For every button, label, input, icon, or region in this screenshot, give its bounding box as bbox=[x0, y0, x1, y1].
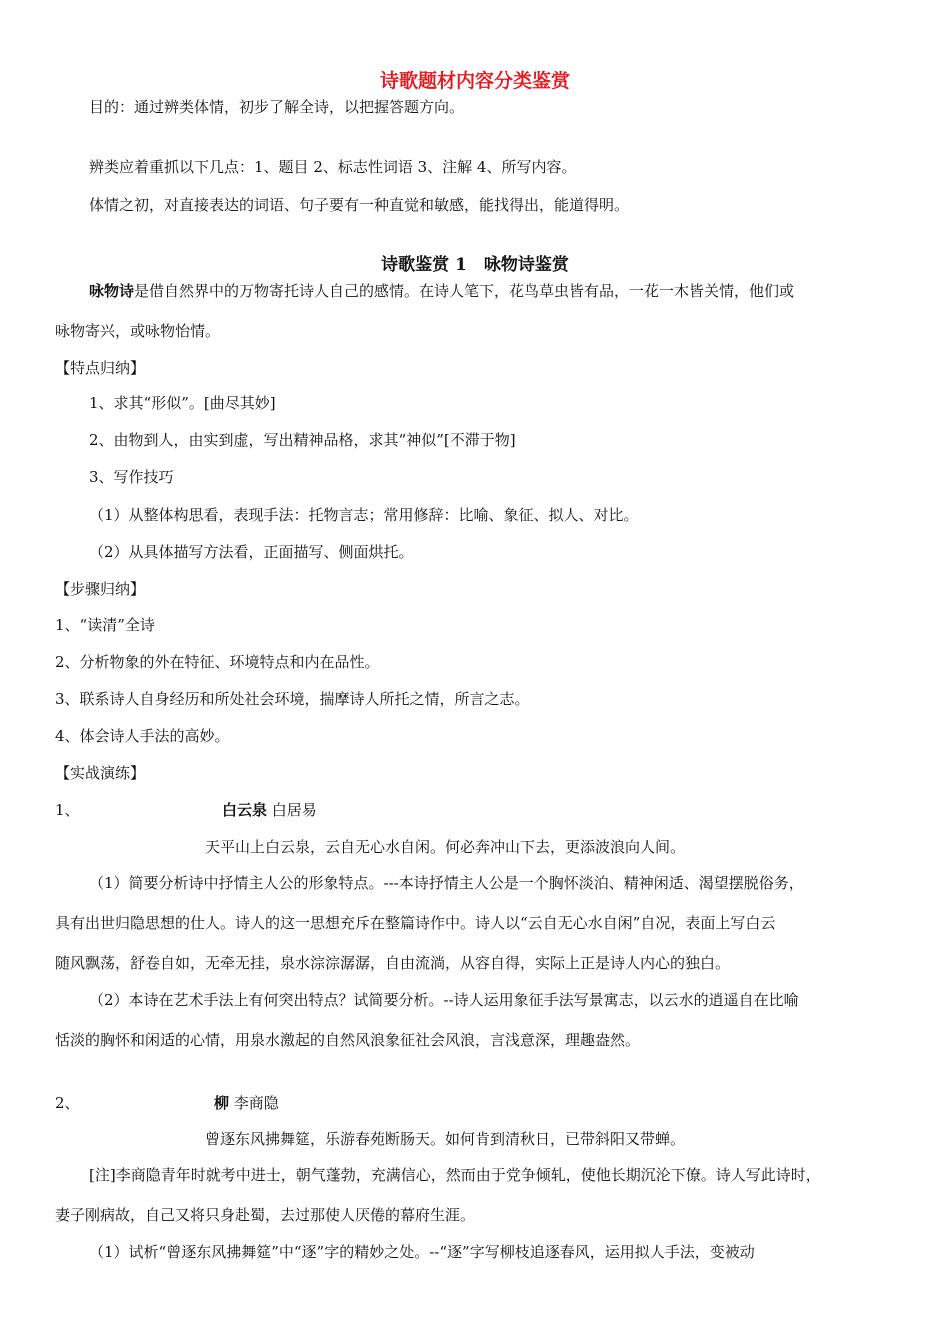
document-title: 诗歌题材内容分类鉴赏 bbox=[379, 70, 570, 92]
poem-author: 白居易 bbox=[267, 801, 317, 819]
definition-line-2: 咏物寄兴，或咏物怡情。 bbox=[55, 322, 221, 340]
feeling-text: 体情之初，对直接表达的词语、句子要有一种直觉和敏感，能找得出，能道得明。 bbox=[89, 196, 630, 214]
definition-term: 咏物诗 bbox=[89, 282, 135, 300]
poem-number: 2、 bbox=[55, 1094, 80, 1112]
practice-heading: 【实战演练】 bbox=[55, 764, 146, 782]
question-line: （1）试析“曾逐东风拂舞筵”中“逐”字的精妙之处。--“逐”字写柳枝追逐春风，运用拟人手法，变被动 bbox=[89, 1243, 755, 1261]
step-item: 3、联系诗人自身经历和所处社会环境，揣摩诗人所托之情，所言之志。 bbox=[55, 690, 530, 708]
question-line: 恬淡的胸怀和闲适的心情，用泉水激起的自然风浪象征社会风浪，言浅意深，理趣盎然。 bbox=[55, 1031, 641, 1049]
poem-title-line bbox=[222, 800, 317, 820]
trait-item: 1、求其“形似”。[曲尽其妙] bbox=[89, 394, 276, 412]
points-text: 辨类应着重抓以下几点：1、题目 2、标志性词语 3、注解 4、所写内容。 bbox=[89, 158, 577, 176]
question-line: （2）本诗在艺术手法上有何突出特点？试简要分析。--诗人运用象征手法写景寓志，以云水的逍遥自在比喻 bbox=[89, 991, 799, 1009]
section-heading: 诗歌鉴赏 1 咏物诗鉴赏 bbox=[381, 255, 569, 275]
trait-item: 3、写作技巧 bbox=[89, 468, 174, 486]
steps-heading: 【步骤归纳】 bbox=[55, 580, 146, 598]
traits-heading: 【特点归纳】 bbox=[55, 359, 146, 377]
question-line: （1）简要分析诗中抒情主人公的形象特点。---本诗抒情主人公是一个胸怀淡泊、精神闲适、渴望摆脱俗务， bbox=[89, 874, 804, 892]
poem-author: 李商隐 bbox=[229, 1094, 279, 1112]
definition-text: 是借自然界中的万物寄托诗人自己的感情。在诗人笔下，花鸟草虫皆有品，一花一木皆关情，他们或 bbox=[134, 282, 795, 300]
note-line: 妻子刚病故，自己又将只身赴蜀，去过那使人厌倦的幕府生涯。 bbox=[55, 1206, 476, 1224]
poem-verse: 天平山上白云泉，云自无心水自闲。何必奔冲山下去，更添波浪向人间。 bbox=[205, 838, 686, 856]
trait-item: （2）从具体描写方法看，正面描写、侧面烘托。 bbox=[89, 543, 414, 561]
poem-number: 1、 bbox=[55, 801, 80, 819]
question-line: 具有出世归隐思想的仕人。诗人的这一思想充斥在整篇诗作中。诗人以“云自无心水自闲”自况，表面上写白云 bbox=[55, 914, 776, 932]
poem-title: 柳 bbox=[214, 1094, 230, 1112]
poem-verse: 曾逐东风拂舞筵，乐游春苑断肠天。如何肯到清秋日，已带斜阳又带蝉。 bbox=[205, 1130, 686, 1148]
step-item: 2、分析物象的外在特征、环境特点和内在品性。 bbox=[55, 653, 380, 671]
step-item: 1、“读清”全诗 bbox=[55, 616, 155, 634]
question-line: 随风飘荡，舒卷自如，无牵无挂，泉水淙淙潺潺，自由流淌，从容自得，实际上正是诗人内心的独白。 bbox=[55, 954, 731, 972]
poem-title: 白云泉 bbox=[222, 801, 268, 819]
poem-title-line bbox=[214, 1093, 279, 1113]
note-line: [注]李商隐青年时就考中进士，朝气蓬勃，充满信心，然而由于党争倾轧，使他长期沉沦下僚。诗人写此诗时， bbox=[89, 1166, 821, 1184]
step-item: 4、体会诗人手法的高妙。 bbox=[55, 727, 230, 745]
purpose-text: 目的：通过辨类体情，初步了解全诗，以把握答题方向。 bbox=[89, 98, 465, 116]
definition-line-1 bbox=[89, 281, 794, 301]
trait-item: （1）从整体构思看，表现手法：托物言志；常用修辞：比喻、象征、拟人、对比。 bbox=[89, 506, 639, 524]
trait-item: 2、由物到人，由实到虚，写出精神品格，求其“神似”[不滞于物] bbox=[89, 431, 516, 449]
